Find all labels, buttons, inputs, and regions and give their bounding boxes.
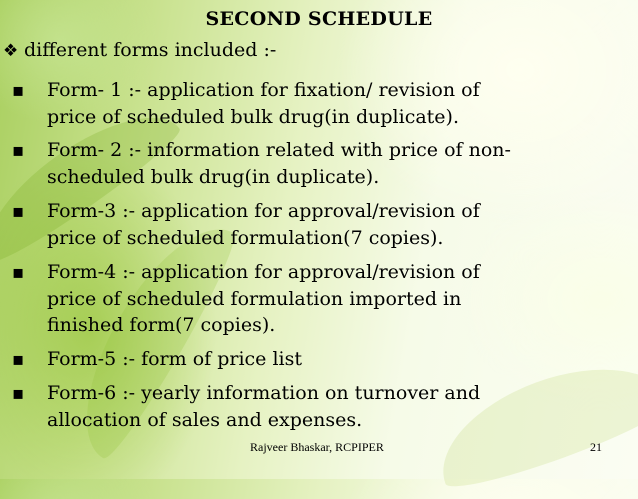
square-bullet-icon: ▪	[12, 383, 25, 404]
slide-title: SECOND SCHEDULE	[205, 8, 433, 30]
square-bullet-icon: ▪	[12, 140, 25, 161]
square-bullet-icon: ▪	[12, 201, 25, 222]
intro-text: different forms included :-	[24, 39, 277, 61]
square-bullet-icon: ▪	[12, 80, 25, 101]
footer-author: Rajveer Bhaskar, RCPIPER	[250, 440, 384, 454]
list-item-text: Form-5 :- form of price list	[47, 348, 302, 370]
list-item-text: Form- 1 :- application for fixation/ revision of price of scheduled bulk drug(in duplicate).	[47, 79, 480, 128]
list-item-text: Form-6 :- yearly information on turnover and allocation of sales and expenses.	[47, 382, 481, 431]
diamond-bullet-icon: ❖	[3, 41, 19, 61]
list-item-text: Form-4 :- application for approval/revision of price of scheduled formulation imported in finished form(7 copies).	[47, 261, 480, 336]
square-bullet-icon: ▪	[12, 262, 25, 283]
square-bullet-icon: ▪	[12, 349, 25, 370]
page-number: 21	[590, 440, 602, 454]
list-item-text: Form- 2 :- information related with price of non- scheduled bulk drug(in duplicate).	[47, 139, 511, 188]
list-item-text: Form-3 :- application for approval/revision of price of scheduled formulation(7 copies).	[47, 200, 480, 249]
